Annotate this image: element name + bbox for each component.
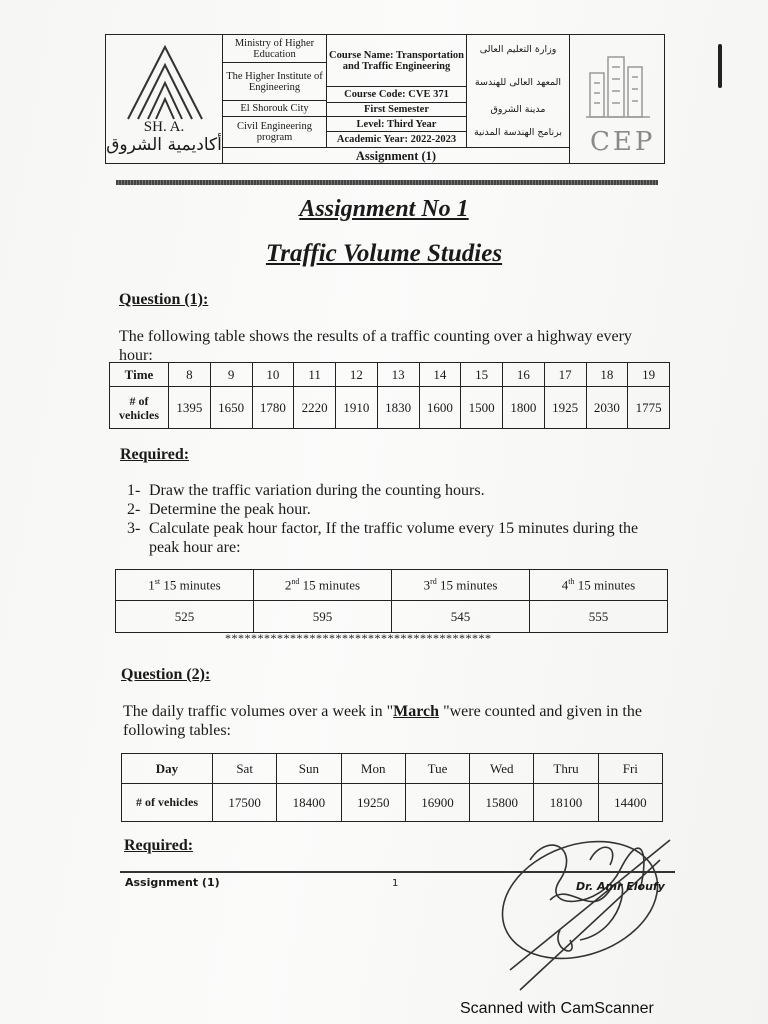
table-cell: 1830: [377, 387, 419, 429]
table-cell: 17500: [213, 784, 277, 822]
table-cell: 19: [628, 363, 670, 387]
table-cell: 15800: [470, 784, 534, 822]
question-1-intro: The following table shows the results of a traffic counting over a highway every hour:: [119, 328, 632, 364]
table-cell: 1395: [169, 387, 211, 429]
header-text: 15 minutes: [574, 577, 636, 593]
table-cell: 545: [392, 601, 530, 633]
header-col-arabic: [467, 35, 569, 147]
academy-logo-label: SH. A.: [143, 119, 185, 135]
margin-mark: [718, 44, 722, 88]
header-text: 15 minutes: [299, 577, 361, 593]
header-ordinal-suffix: th: [568, 576, 575, 586]
table-cell: 1600: [419, 387, 461, 429]
table-cell: 1800: [503, 387, 545, 429]
question-2-intro: [123, 702, 653, 740]
header-level: Level: Third Year: [327, 117, 466, 132]
table-cell: 595: [254, 601, 392, 633]
header-ordinal-suffix: nd: [291, 576, 300, 586]
table-cell: Sat: [213, 754, 277, 784]
header-ordinal-suffix: st: [154, 576, 161, 586]
question-1-required-heading: Required:: [120, 446, 190, 463]
header-number: 2: [284, 577, 292, 593]
table-header-time: Time: [110, 363, 169, 387]
header-ordinal-suffix: rd: [430, 576, 437, 586]
daily-traffic-table: [121, 753, 663, 822]
peak-hour-table: [115, 569, 668, 633]
table-cell: 14400: [598, 784, 662, 822]
table-cell: 16: [503, 363, 545, 387]
header-number: 1: [148, 577, 155, 593]
header-number: 4: [561, 577, 569, 593]
table-cell: 2030: [586, 387, 628, 429]
header-semester: First Semester: [327, 103, 466, 117]
table-cell: Tue: [405, 754, 469, 784]
table-header-cell: [530, 570, 668, 601]
question-2-intro-end: "were counted and given in the following tables:: [123, 703, 642, 739]
table-cell: 1775: [628, 387, 670, 429]
header-divider: [116, 180, 658, 185]
header-program-ar: برنامج الهندسة المدنية: [473, 126, 563, 138]
header-box: [105, 34, 665, 164]
table-cell: 17: [544, 363, 586, 387]
table-cell: 19250: [341, 784, 405, 822]
table-header-vehicles: # of vehicles: [110, 387, 169, 429]
header-number: 3: [423, 577, 431, 593]
header-academic-year: Academic Year: 2022-2023: [336, 134, 457, 145]
header-ministry: Ministry of Higher Education: [223, 35, 326, 63]
header-institute-ar: المعهد العالى للهندسة: [474, 76, 562, 88]
table-cell: 525: [116, 601, 254, 633]
table-cell: 1650: [210, 387, 252, 429]
table-cell: 2220: [294, 387, 336, 429]
buildings-logo-icon: [584, 43, 654, 123]
header-col-course: [327, 35, 467, 147]
table-cell: 12: [336, 363, 378, 387]
header-text: 15 minutes: [160, 577, 221, 593]
table-cell: 18400: [277, 784, 341, 822]
question-1-required-list: [127, 481, 672, 557]
table-header-cell: [254, 570, 392, 601]
cep-logo-text: CEP: [590, 127, 656, 157]
signature-stamp-icon: [490, 820, 690, 1020]
list-item: [127, 519, 672, 557]
header-city: El Shorouk City: [223, 101, 326, 117]
table-cell: Wed: [470, 754, 534, 784]
header-info-grid: [222, 35, 570, 163]
table-cell: Mon: [341, 754, 405, 784]
header-program: Civil Engineering program: [237, 121, 312, 143]
academy-logo: [106, 35, 222, 163]
list-item-number: 3-: [127, 520, 141, 537]
table-row: [122, 754, 663, 784]
table-cell: Thru: [534, 754, 598, 784]
table-cell: 1910: [336, 387, 378, 429]
question-2-heading: Question (2):: [121, 666, 211, 683]
list-item-number: 1-: [127, 482, 141, 499]
assignment-subtitle: Traffic Volume Studies: [265, 240, 503, 267]
table-header-day: Day: [122, 754, 213, 784]
list-item-text: Draw the traffic variation during the counting hours.: [149, 482, 485, 499]
header-assignment-label: Assignment (1): [223, 147, 569, 164]
table-cell: 1500: [461, 387, 503, 429]
header-city-ar: مدينة الشروق: [490, 103, 546, 115]
question-2-intro-start: The daily traffic volumes over a week in ": [123, 703, 394, 720]
table-cell: 15: [461, 363, 503, 387]
list-item-text: Determine the peak hour.: [149, 501, 311, 518]
table-cell: 8: [169, 363, 211, 387]
table-cell: 13: [377, 363, 419, 387]
list-item-number: 2-: [127, 501, 141, 518]
assignment-title: Assignment No 1: [299, 196, 469, 222]
table-row: [122, 784, 663, 822]
academy-logo-arabic: أكاديمية الشروق: [106, 135, 222, 155]
table-row: [110, 387, 670, 429]
table-cell: 18: [586, 363, 628, 387]
table-cell: 16900: [405, 784, 469, 822]
table-header-vehicles: # of vehicles: [122, 784, 213, 822]
list-item: [127, 481, 672, 500]
header-ministry-ar: وزارة التعليم العالى: [479, 43, 557, 55]
list-item-text: Calculate peak hour factor, If the traffic volume every 15 minutes during the peak hour are:: [149, 520, 639, 556]
table-cell: 1925: [544, 387, 586, 429]
cep-logo: [570, 35, 664, 163]
table-row: [116, 601, 668, 633]
header-institute: The Higher Institute of Engineering: [223, 63, 326, 101]
header-text: 15 minutes: [436, 577, 498, 593]
table-header-cell: [392, 570, 530, 601]
header-course-name: Course Name: Transportation and Traffic Engineering: [327, 35, 466, 87]
footer-divider: [120, 871, 675, 873]
hourly-traffic-table: [109, 362, 670, 429]
footer-page-number: 1: [392, 878, 399, 889]
table-header-cell: [116, 570, 254, 601]
table-cell: 11: [294, 363, 336, 387]
section-separator: *****************************************: [225, 631, 492, 645]
scanner-watermark: Scanned with CamScanner: [460, 1000, 654, 1017]
question-1-heading: Question (1):: [119, 291, 209, 308]
header-course-code: Course Code: CVE 371: [327, 87, 466, 103]
table-cell: 10: [252, 363, 294, 387]
triangle-logo-icon: [120, 41, 210, 123]
table-cell: Sun: [277, 754, 341, 784]
question-2-required-heading: Required:: [124, 837, 194, 854]
table-cell: 14: [419, 363, 461, 387]
table-cell: 9: [210, 363, 252, 387]
table-row: [110, 363, 670, 387]
header-col-english: [223, 35, 327, 147]
table-row: [116, 570, 668, 601]
footer-assignment-label: Assignment (1): [125, 876, 220, 889]
footer-signature-name: Dr. Amr Eloufy: [576, 880, 665, 893]
table-cell: Fri: [598, 754, 662, 784]
list-item: [127, 500, 672, 519]
question-2-month: March: [393, 703, 440, 720]
table-cell: 555: [530, 601, 668, 633]
table-cell: 18100: [534, 784, 598, 822]
table-cell: 1780: [252, 387, 294, 429]
